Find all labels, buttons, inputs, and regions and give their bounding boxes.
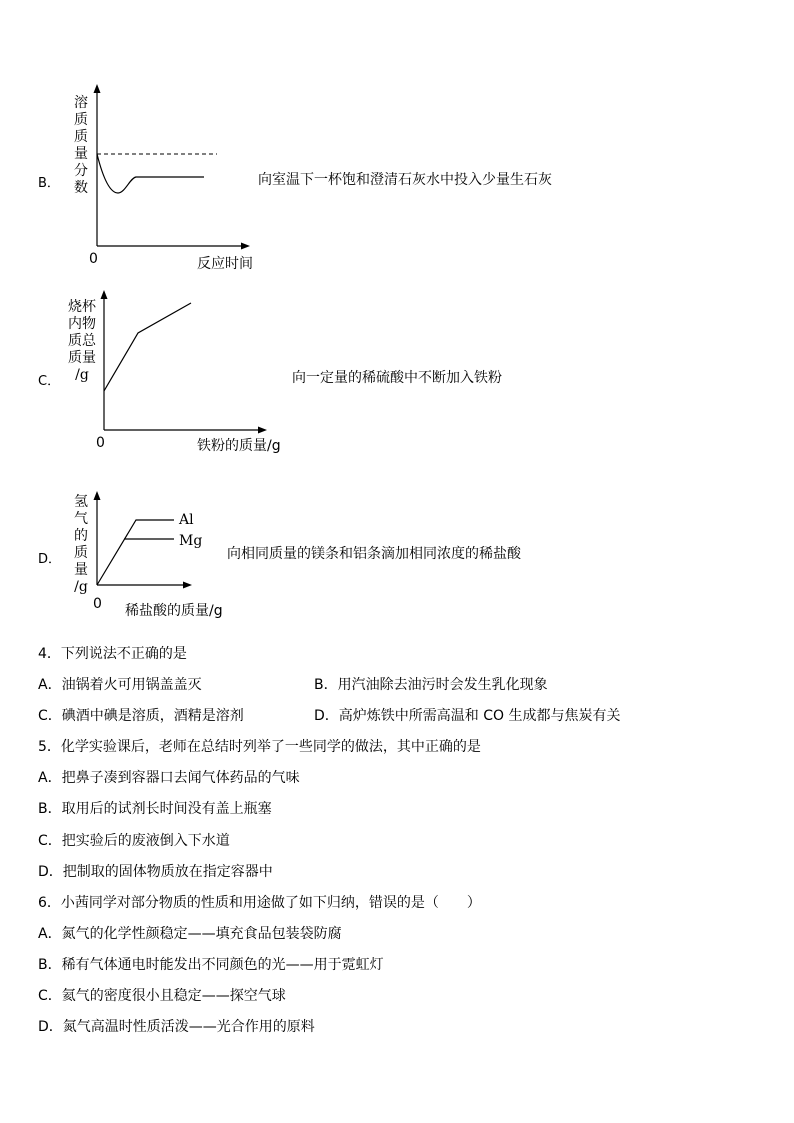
option-b-label: B． [38, 176, 60, 191]
question-4-stem: 4．下列说法不正确的是 [38, 646, 187, 662]
chart-b-ylabel: 溶 质 质 量 分 数 [74, 95, 88, 196]
question-5-option-d: D．把制取的固体物质放在指定容器中 [38, 864, 273, 880]
question-4-option-a: A．油锅着火可用锅盖盖灭 [38, 677, 202, 693]
option-c-label: C． [38, 374, 61, 389]
chart-d-y-arrow [94, 491, 101, 500]
question-5-option-b: B．取用后的试剂长时间没有盖上瓶塞 [38, 801, 272, 817]
question-4-option-d: D．高炉炼铁中所需高温和 CO 生成都与焦炭有关 [314, 708, 621, 724]
chart-c-description: 向一定量的稀硫酸中不断加入铁粉 [292, 370, 502, 386]
chart-d-series-mg: Mg [179, 533, 203, 549]
chart-c-xlabel: 铁粉的质量/g [197, 438, 281, 454]
question-6-option-c: C．氦气的密度很小且稳定——探空气球 [38, 988, 286, 1004]
chart-d-xlabel: 稀盐酸的质量/g [125, 603, 223, 619]
question-4-option-b: B．用汽油除去油污时会发生乳化现象 [314, 677, 548, 693]
question-5-option-c: C．把实验后的废液倒入下水道 [38, 833, 230, 849]
chart-d-description: 向相同质量的镁条和铝条滴加相同浓度的稀盐酸 [227, 546, 521, 562]
question-6-option-b: B．稀有气体通电时能发出不同颜色的光——用于霓虹灯 [38, 957, 384, 973]
chart-d-ylabel: 氢 气 的 质 量 /g [74, 494, 88, 595]
option-d-label: D． [38, 552, 62, 567]
chart-c-ylabel: 烧杯 内物 质总 质量 /g [68, 299, 96, 383]
question-6-option-a: A．氮气的化学性颜稳定——填充食品包装袋防腐 [38, 926, 342, 942]
chart-d-x-arrow [183, 582, 192, 589]
chart-b-origin: 0 [89, 251, 98, 267]
question-6-option-d: D．氮气高温时性质活泼——光合作用的原料 [38, 1019, 315, 1035]
question-6-stem: 6．小茜同学对部分物质的性质和用途做了如下归纳，错误的是（ ） [38, 895, 481, 911]
chart-b-description: 向室温下一杯饱和澄清石灰水中投入少量生石灰 [258, 172, 552, 188]
chart-d-origin: 0 [93, 596, 102, 612]
chart-d-al-line [97, 520, 174, 585]
question-5-option-a: A．把鼻子凑到容器口去闻气体药品的气味 [38, 770, 300, 786]
question-5-stem: 5．化学实验课后，老师在总结时列举了一些同学的做法，其中正确的是 [38, 739, 481, 755]
chart-b-xlabel: 反应时间 [197, 256, 253, 272]
question-4-option-c: C．碘酒中碘是溶质，酒精是溶剂 [38, 708, 244, 724]
chart-c-origin: 0 [96, 435, 105, 451]
chart-d-series-al: Al [179, 512, 194, 528]
